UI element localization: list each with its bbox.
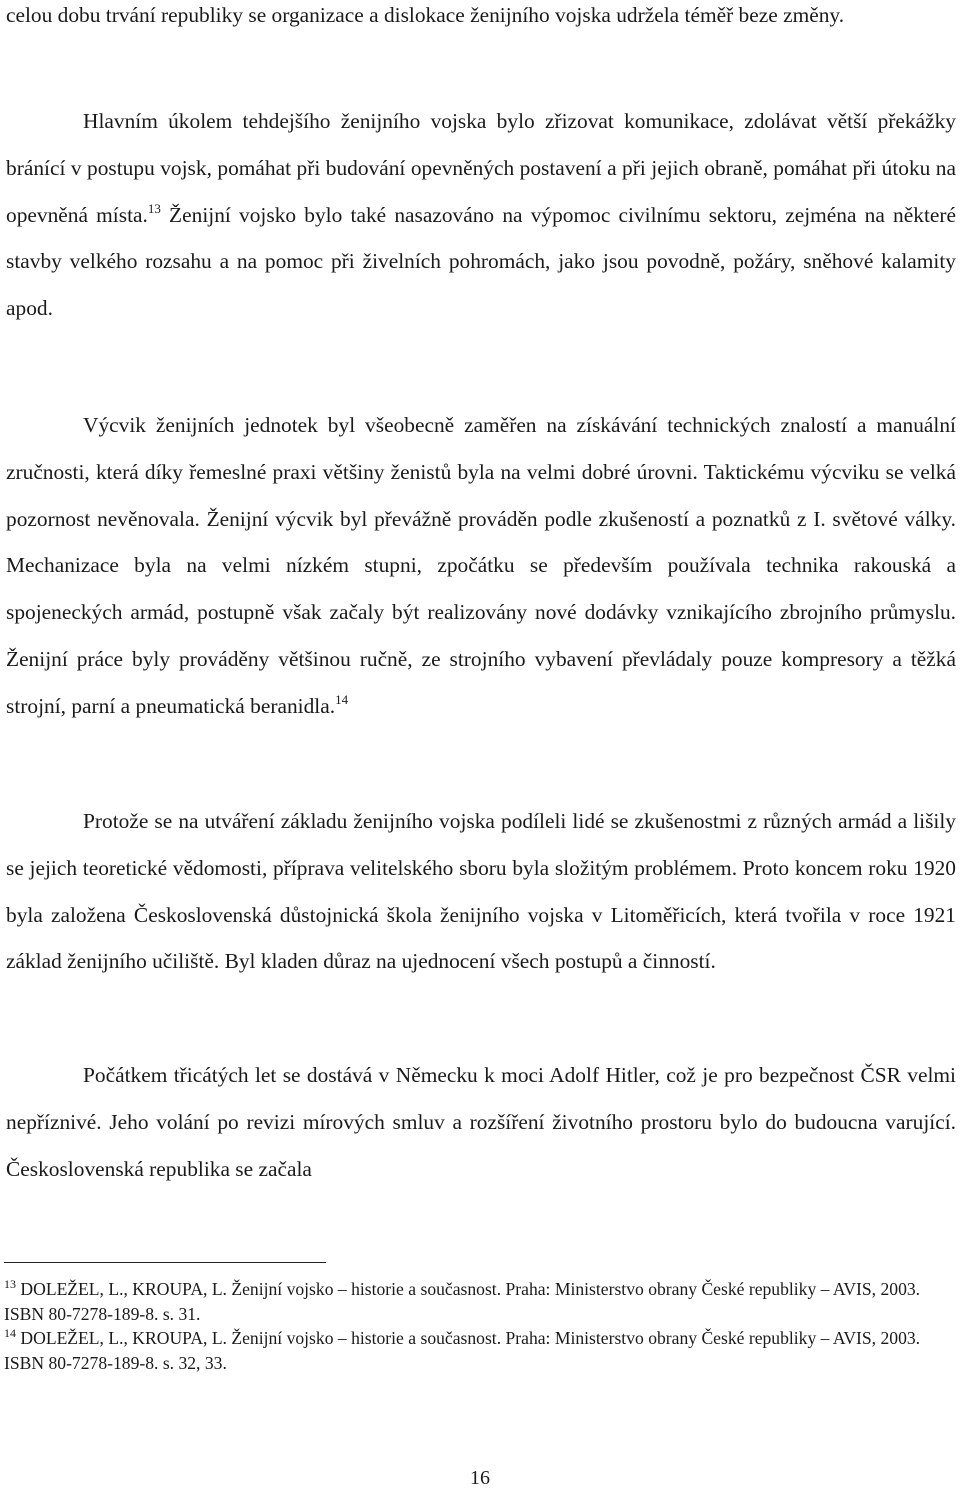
footnote-separator [4,1262,326,1263]
paragraph-2-text-b: Ženijní vojsko bylo také nasazováno na výpomoc civilnímu sektoru, zejména na některé stavby velkého rozsahu a na pomoc při živelních pohromách, jako jsou povodně, požáry, sněhové kalamity apod. [6,202,956,321]
paragraph-2 [6,98,956,332]
footnote-13-text: DOLEŽEL, L., KROUPA, L. Ženijní vojsko – historie a současnost. Praha: Ministerstvo obrany České republiky – AVIS, 2003. ISBN 80-7278-189-8. s. 31. [4,1279,921,1324]
paragraph-3-text: Výcvik ženijních jednotek byl všeobecně zaměřen na získávání technických znalostí a manuální zručnosti, která díky řemeslné praxi většiny ženistů byla na velmi dobré úrovni. Taktickému výcviku se velká pozornost nevěnovala. Ženijní výcvik byl převážně prováděn podle zkušeností a poznatků z I. světové války. Mechanizace byla na velmi nízkém stupni, zpočátku se především používala technika rakouská a spojeneckých armád, postupně však začaly být realizovány nové dodávky vznikajícího zbrojního průmyslu. Ženijní práce byly prováděny většinou ručně, ze strojního vybavení převládaly pouze kompresory a těžká strojní, parní a pneumatická beranidla. [6,413,956,718]
footnote-13-number: 13 [4,1277,16,1291]
footnote-14-text: DOLEŽEL, L., KROUPA, L. Ženijní vojsko – historie a současnost. Praha: Ministerstvo obrany České republiky – AVIS, 2003. ISBN 80-7278-189-8. s. 32, 33. [4,1328,921,1373]
footnote-14-number: 14 [4,1326,16,1340]
footnote-ref-13[interactable]: 13 [147,200,161,216]
paragraph-4 [6,798,956,985]
paragraph-5 [6,1052,956,1192]
paragraph-5-text: Počátkem třicátých let se dostává v Německu k moci Adolf Hitler, což je pro bezpečnost ČSR velmi nepříznivé. Jeho volání po revizi mírových smluv a rozšíření životního prostoru bylo do budoucna varující. Československá republika se začala [6,1063,956,1181]
paragraph-2-text-a: Hlavním úkolem tehdejšího ženijního vojska bylo zřizovat komunikace, zdolávat větší překážky bránící v postupu vojsk, pomáhat při budování opevněných postavení a při jejich obraně, pomáhat při útoku na opevněná místa. [6,109,956,227]
paragraph-4-text: Protože se na utváření základu ženijního vojska podíleli lidé se zkušenostmi z různých armád a lišily se jejich teoretické vědomosti, příprava velitelského sboru byla složitým problémem. Proto koncem roku 1920 byla založena Československá důstojnická škola ženijního vojska v Litoměřicích, která tvořila v roce 1921 základ ženijního učiliště. Byl kladen důraz na ujednocení všech postupů a činností. [6,809,956,974]
page-number: 16 [470,1467,490,1489]
footnote-ref-14[interactable]: 14 [335,691,349,707]
footnote-14 [4,1326,954,1375]
paragraph-1-text: celou dobu trvání republiky se organizace a dislokace ženijního vojska udržela téměř beze změny. [6,3,845,27]
paragraph-1 [6,0,956,39]
footnote-13 [4,1277,954,1326]
paragraph-3 [6,402,956,730]
